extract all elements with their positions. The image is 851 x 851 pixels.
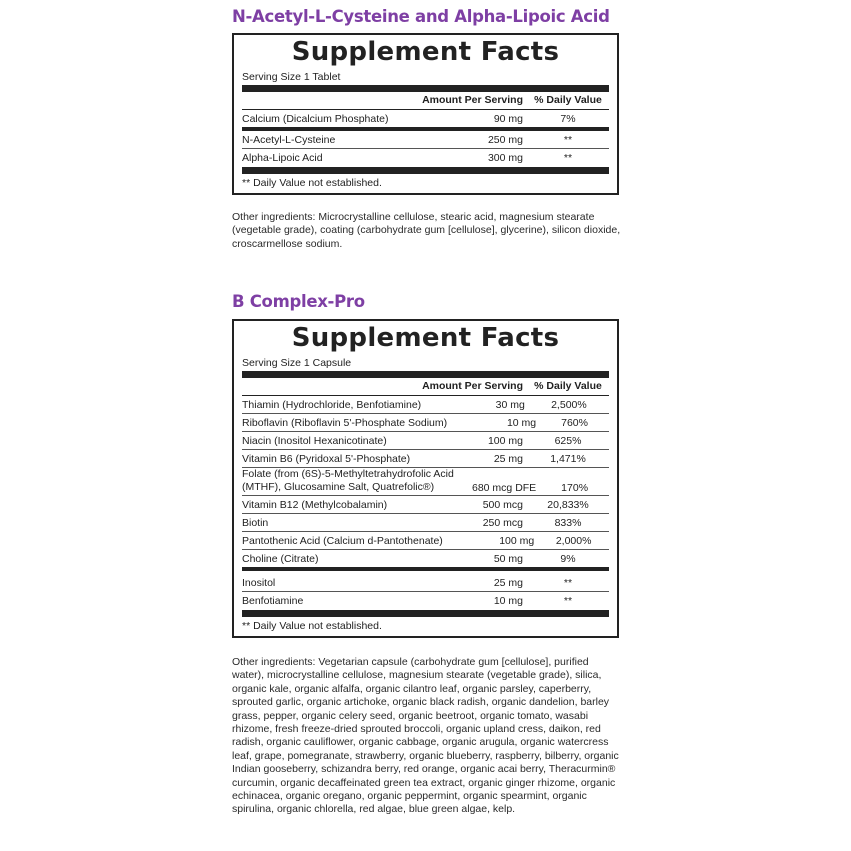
nutrient-name: Alpha-Lipoic Acid: [242, 151, 323, 164]
divider-thick: [242, 610, 609, 617]
nutrient-amount: 250 mcg: [482, 516, 523, 529]
nutrient-row: [242, 468, 609, 496]
nutrient-name: Choline (Citrate): [242, 552, 319, 565]
nutrient-row: [242, 550, 609, 571]
nutrient-name: Inositol: [242, 576, 276, 589]
nutrient-amount: 90 mg: [493, 112, 523, 125]
nutrient-dv: 625%: [554, 434, 582, 447]
nutrient-amount: 680 mcg DFE: [472, 482, 537, 494]
nutrient-name: N-Acetyl-L-Cysteine: [242, 133, 336, 146]
amount-header: Amount Per Serving: [422, 94, 523, 106]
nutrient-name: Riboflavin (Riboflavin 5'-Phosphate Sodium): [242, 416, 448, 429]
nutrient-row: [242, 414, 609, 432]
nutrient-name: Pantothenic Acid (Calcium d-Pantothenate): [242, 534, 443, 547]
nutrient-dv: 760%: [561, 416, 588, 429]
nutrient-dv: 170%: [561, 482, 589, 494]
nutrient-amount: 50 mg: [493, 552, 523, 565]
nutrient-dv: 7%: [560, 112, 576, 125]
column-header-row: [242, 378, 609, 396]
nutrient-amount: 300 mg: [487, 151, 523, 164]
nutrient-row: [242, 396, 609, 414]
nutrient-amount: 250 mg: [487, 133, 523, 146]
nutrient-name: Benfotiamine: [242, 594, 304, 607]
nutrient-row: [242, 149, 609, 166]
divider-thick: [242, 371, 609, 378]
nutrient-name: Biotin: [242, 516, 269, 529]
daily-value-header: % Daily Value: [534, 380, 602, 392]
nutrient-dv: 9%: [560, 552, 576, 565]
nutrient-dv: 2,500%: [551, 398, 587, 411]
nutrient-amount: 25 mg: [493, 576, 523, 589]
nutrient-amount: 25 mg: [493, 452, 523, 465]
nutrient-row: [242, 110, 609, 131]
nutrient-amount: 500 mcg: [482, 498, 523, 511]
other-ingredients: Other ingredients: Vegetarian capsule (carbohydrate gum [cellulose], purified water), microcrystalline cellulose, magnesium stearate (vegetable grade), silica, organic kale, organic alfalfa, organic cilantro leaf, organic parsley, caperberry, sprouted garlic, organic artichoke, organic black radish, organic dandelion, barley grass, pepper, organic celery seed, organic beetroot, organic tomato, wasabi rhizome, fresh freeze-dried sprouted broccoli, organic upland cress, daikon, red radish, organic cauliflower, organic cabbage, organic arugula, organic watercress leaf, grape, pomegranate, strawberry, organic blueberry, raspberry, bilberry, organic Indian gooseberry, schizandra berry, red orange, organic acai berry, Theracurmin® curcumin, organic decaffeinated green tea extract, organic ginger rhizome, organic echinacea, organic oregano, organic peppermint, organic spearmint, organic spirulina, organic chlorella, red algae, blue green algae, kelp.: [232, 656, 619, 816]
column-header-row: [242, 92, 609, 110]
divider-thick: [242, 85, 609, 92]
nutrient-name: Vitamin B12 (Methylcobalamin): [242, 498, 388, 511]
nutrient-row: [242, 514, 609, 532]
nutrient-row: [242, 496, 609, 514]
nutrient-row: [242, 450, 609, 468]
nutrient-row: [242, 532, 609, 550]
footnote: ** Daily Value not established.: [242, 177, 382, 189]
nutrient-row: [242, 131, 609, 149]
nutrient-amount: 10 mg: [506, 416, 537, 429]
nutrient-name: Folate (from (6S)-5-Methyltetrahydrofolic Acid (MTHF), Glucosamine Salt, Quatrefolic®): [242, 468, 454, 493]
nutrient-dv: 833%: [554, 516, 582, 529]
nutrient-dv: 2,000%: [555, 534, 592, 547]
nutrient-amount: 30 mg: [495, 398, 525, 411]
nutrient-dv: **: [563, 594, 573, 607]
divider-thick: [242, 167, 609, 174]
nutrient-row: [242, 574, 609, 592]
footnote: ** Daily Value not established.: [242, 620, 382, 632]
nutrient-name: Thiamin (Hydrochloride, Benfotiamine): [242, 398, 422, 411]
nutrient-amount: 100 mg: [487, 434, 523, 447]
nutrient-row: [242, 432, 609, 450]
daily-value-header: % Daily Value: [534, 94, 602, 106]
nutrient-name: Vitamin B6 (Pyridoxal 5'-Phosphate): [242, 452, 411, 465]
serving-size: Serving Size 1 Capsule: [242, 357, 352, 369]
nutrient-name: Calcium (Dicalcium Phosphate): [242, 112, 389, 125]
nutrient-name: Niacin (Inositol Hexanicotinate): [242, 434, 387, 447]
nutrient-dv: 20,833%: [547, 498, 589, 511]
nutrient-amount: 10 mg: [493, 594, 523, 607]
other-ingredients: Other ingredients: Microcrystalline cellulose, stearic acid, magnesium stearate (vegetable grade), coating (carbohydrate gum [cellulose], glycerine), silicon dioxide, croscarmellose sodium.: [232, 211, 621, 250]
serving-size: Serving Size 1 Tablet: [242, 71, 341, 83]
nutrient-row: [242, 592, 609, 609]
nutrient-amount: 100 mg: [499, 534, 535, 547]
nutrient-dv: **: [563, 133, 573, 146]
nutrient-dv: **: [563, 576, 573, 589]
supplement-facts-panel-b-complex: [232, 319, 619, 638]
nutrient-dv: 1,471%: [550, 452, 586, 465]
facts-heading: Supplement Facts: [291, 323, 560, 353]
product-title-b-complex: B Complex-Pro: [232, 292, 365, 311]
amount-header: Amount Per Serving: [422, 380, 523, 392]
nutrient-dv: **: [563, 151, 573, 164]
facts-heading: Supplement Facts: [291, 37, 560, 67]
product-title-nac-ala: N-Acetyl-L-Cysteine and Alpha-Lipoic Acid: [232, 7, 610, 26]
supplement-facts-panel-nac-ala: [232, 33, 619, 195]
